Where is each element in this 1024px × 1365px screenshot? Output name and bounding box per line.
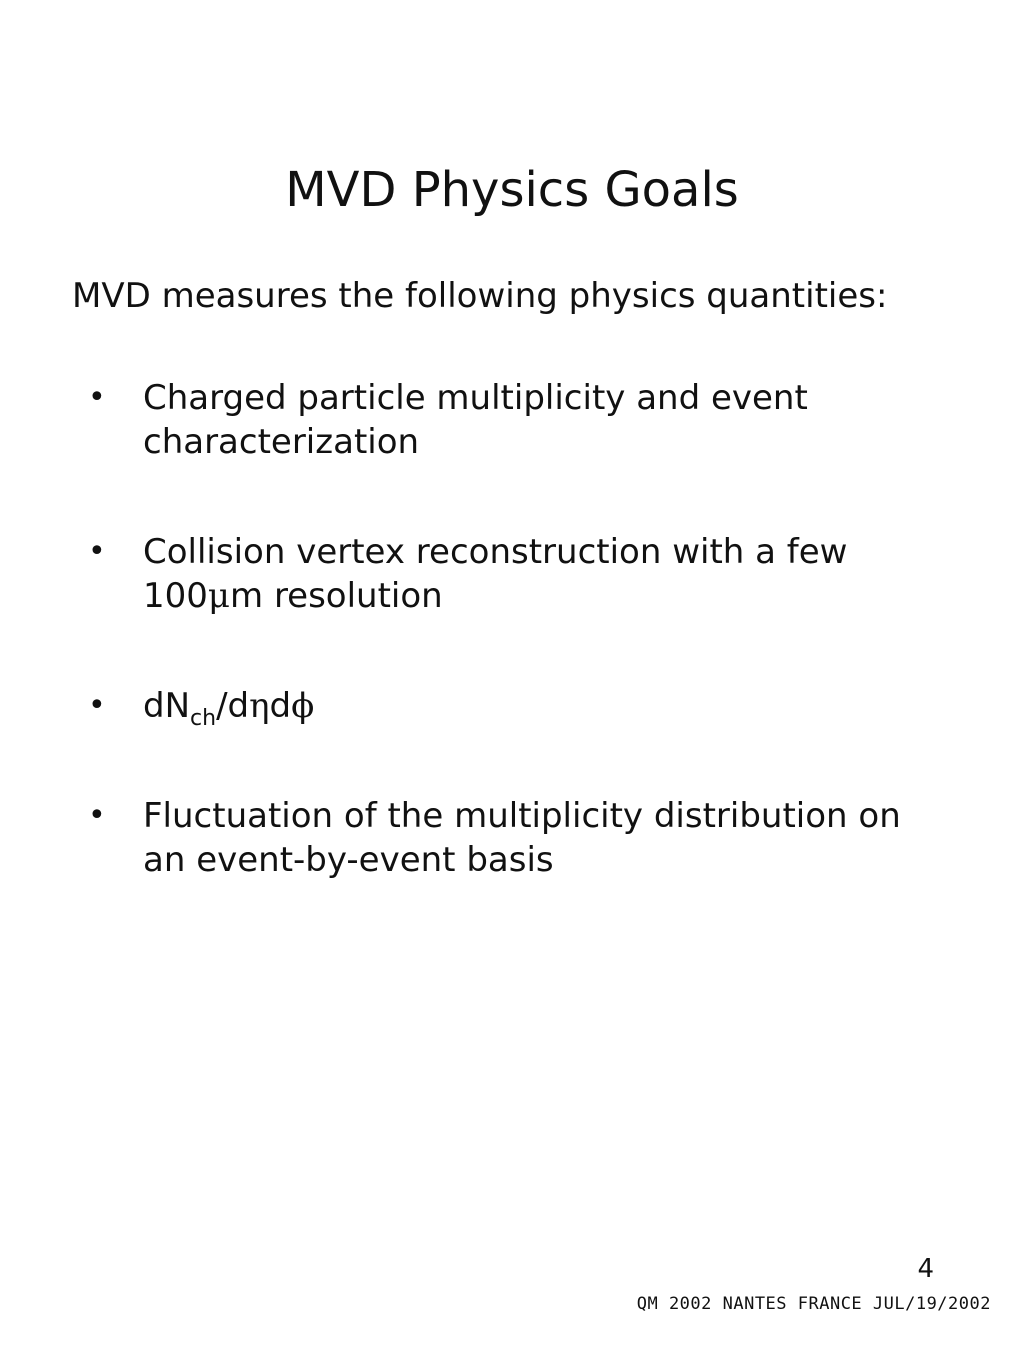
bullet-text: Charged particle multiplicity and event characterization — [143, 378, 808, 462]
bullet-text-tail: m resolution — [230, 576, 443, 616]
formula-subscript: ch — [190, 706, 217, 731]
formula-dN: dN — [143, 686, 191, 726]
phi-symbol: ϕ — [291, 686, 315, 726]
formula-d: d — [269, 686, 292, 726]
bullet-marker: • — [88, 688, 106, 723]
bullet-marker: • — [88, 798, 106, 833]
bullet-item — [0, 684, 943, 731]
bullet-item — [0, 794, 943, 882]
bullet-marker: • — [88, 534, 106, 569]
bullet-text: Fluctuation of the multiplicity distribution on an event-by-event basis — [143, 796, 901, 880]
bullet-item — [0, 376, 943, 464]
intro-text: MVD measures the following physics quantities: — [72, 276, 888, 316]
slide-title: MVD Physics Goals — [285, 162, 739, 218]
mu-symbol: μ — [207, 576, 231, 616]
bullet-item — [0, 530, 943, 618]
eta-symbol: η — [249, 686, 270, 726]
bullet-marker: • — [88, 380, 106, 415]
page-number: 4 — [917, 1254, 934, 1284]
bullet-list — [0, 376, 1024, 882]
footer-text: QM 2002 NANTES FRANCE JUL/19/2002 — [636, 1294, 991, 1314]
formula-slash: /d — [216, 686, 250, 726]
bullet-text: Collision vertex reconstruction with a few 100 — [143, 532, 848, 616]
